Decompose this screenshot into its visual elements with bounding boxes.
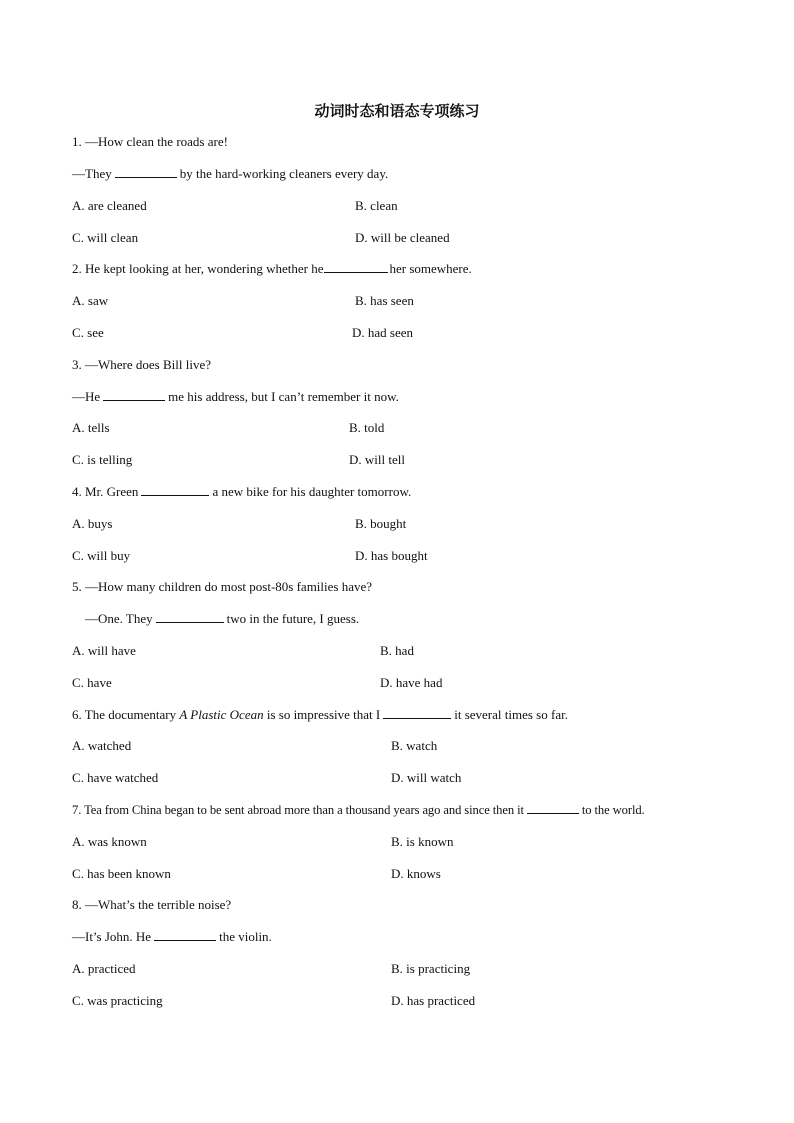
question-2-post: her somewhere. <box>389 261 472 276</box>
question-3-line2-pre: —He <box>72 389 101 404</box>
question-4-option-b: B. bought <box>355 516 407 531</box>
answer-blank <box>103 388 165 401</box>
question-5-option-a: A. will have <box>72 643 136 658</box>
question-5-line2-post: two in the future, I guess. <box>226 611 360 626</box>
question-3-option-b: B. told <box>349 420 385 435</box>
answer-blank <box>154 928 216 941</box>
question-5-option-c: C. have <box>72 675 112 690</box>
question-1-option-b: B. clean <box>355 198 398 213</box>
question-6-title-italic: A Plastic Ocean <box>179 707 264 722</box>
question-5-line2 <box>85 610 359 628</box>
question-4-option-c: C. will buy <box>72 548 131 563</box>
question-5-option-b: B. had <box>380 643 414 658</box>
question-7-option-d: D. knows <box>391 866 441 881</box>
question-3-stem: 3. —Where does Bill live? <box>72 357 211 372</box>
question-7-stem <box>72 801 645 819</box>
question-1-option-c: C. will clean <box>72 230 139 245</box>
question-4-pre: 4. Mr. Green <box>72 484 139 499</box>
question-8-option-c: C. was practicing <box>72 993 163 1008</box>
question-8-option-b: B. is practicing <box>391 961 471 976</box>
question-6-pre: 6. The documentary <box>72 707 177 722</box>
question-3-line2-post: me his address, but I can’t remember it now. <box>168 389 399 404</box>
question-6-option-d: D. will watch <box>391 770 462 785</box>
question-2-pre: 2. He kept looking at her, wondering whether he <box>72 261 324 276</box>
question-1-line2 <box>72 165 388 183</box>
answer-blank <box>156 610 224 623</box>
answer-blank <box>383 706 451 719</box>
question-5-stem: 5. —How many children do most post-80s families have? <box>72 579 373 594</box>
question-8-line2-post: the violin. <box>219 929 272 944</box>
question-2-stem <box>72 260 472 278</box>
question-2-option-a: A. saw <box>72 293 109 308</box>
question-4-stem <box>72 483 411 501</box>
question-8-line2-pre: —It’s John. He <box>72 929 152 944</box>
question-1-stem: 1. —How clean the roads are! <box>72 134 228 149</box>
question-3-line2 <box>72 388 399 406</box>
question-2-option-d: D. had seen <box>352 325 414 340</box>
answer-blank <box>527 801 579 814</box>
question-7-option-a: A. was known <box>72 834 147 849</box>
question-1-option-a: A. are cleaned <box>72 198 147 213</box>
question-6-option-b: B. watch <box>391 738 438 753</box>
question-6-post: it several times so far. <box>454 707 568 722</box>
answer-blank <box>324 260 388 273</box>
question-6-mid: is so impressive that I <box>266 707 381 722</box>
question-4-option-d: D. has bought <box>355 548 428 563</box>
question-7-pre: 7. Tea from China began to be sent abroad more than a thousand years ago and since then it <box>72 803 524 817</box>
question-3-option-c: C. is telling <box>72 452 133 467</box>
question-8-line2 <box>72 928 272 946</box>
question-2-option-b: B. has seen <box>355 293 414 308</box>
question-7-option-c: C. has been known <box>72 866 171 881</box>
question-8-stem: 8. —What’s the terrible noise? <box>72 897 232 912</box>
question-7-option-b: B. is known <box>391 834 454 849</box>
question-4-post: a new bike for his daughter tomorrow. <box>212 484 412 499</box>
question-6-option-a: A. watched <box>72 738 132 753</box>
question-6-option-c: C. have watched <box>72 770 159 785</box>
question-1-line2-pre: —They <box>72 166 112 181</box>
question-3-option-d: D. will tell <box>349 452 405 467</box>
question-8-option-a: A. practiced <box>72 961 136 976</box>
question-1-line2-post: by the hard-working cleaners every day. <box>179 166 389 181</box>
question-3-option-a: A. tells <box>72 420 110 435</box>
question-4-option-a: A. buys <box>72 516 113 531</box>
question-2-option-c: C. see <box>72 325 104 340</box>
answer-blank <box>115 165 177 178</box>
question-1-option-d: D. will be cleaned <box>355 230 450 245</box>
question-8-option-d: D. has practiced <box>391 993 476 1008</box>
answer-blank <box>141 483 209 496</box>
question-7-post: to the world. <box>581 803 645 817</box>
question-5-line2-pre: —One. They <box>85 611 153 626</box>
question-5-option-d: D. have had <box>380 675 443 690</box>
page-title: 动词时态和语态专项练习 <box>314 102 480 120</box>
question-6-stem <box>72 706 568 724</box>
